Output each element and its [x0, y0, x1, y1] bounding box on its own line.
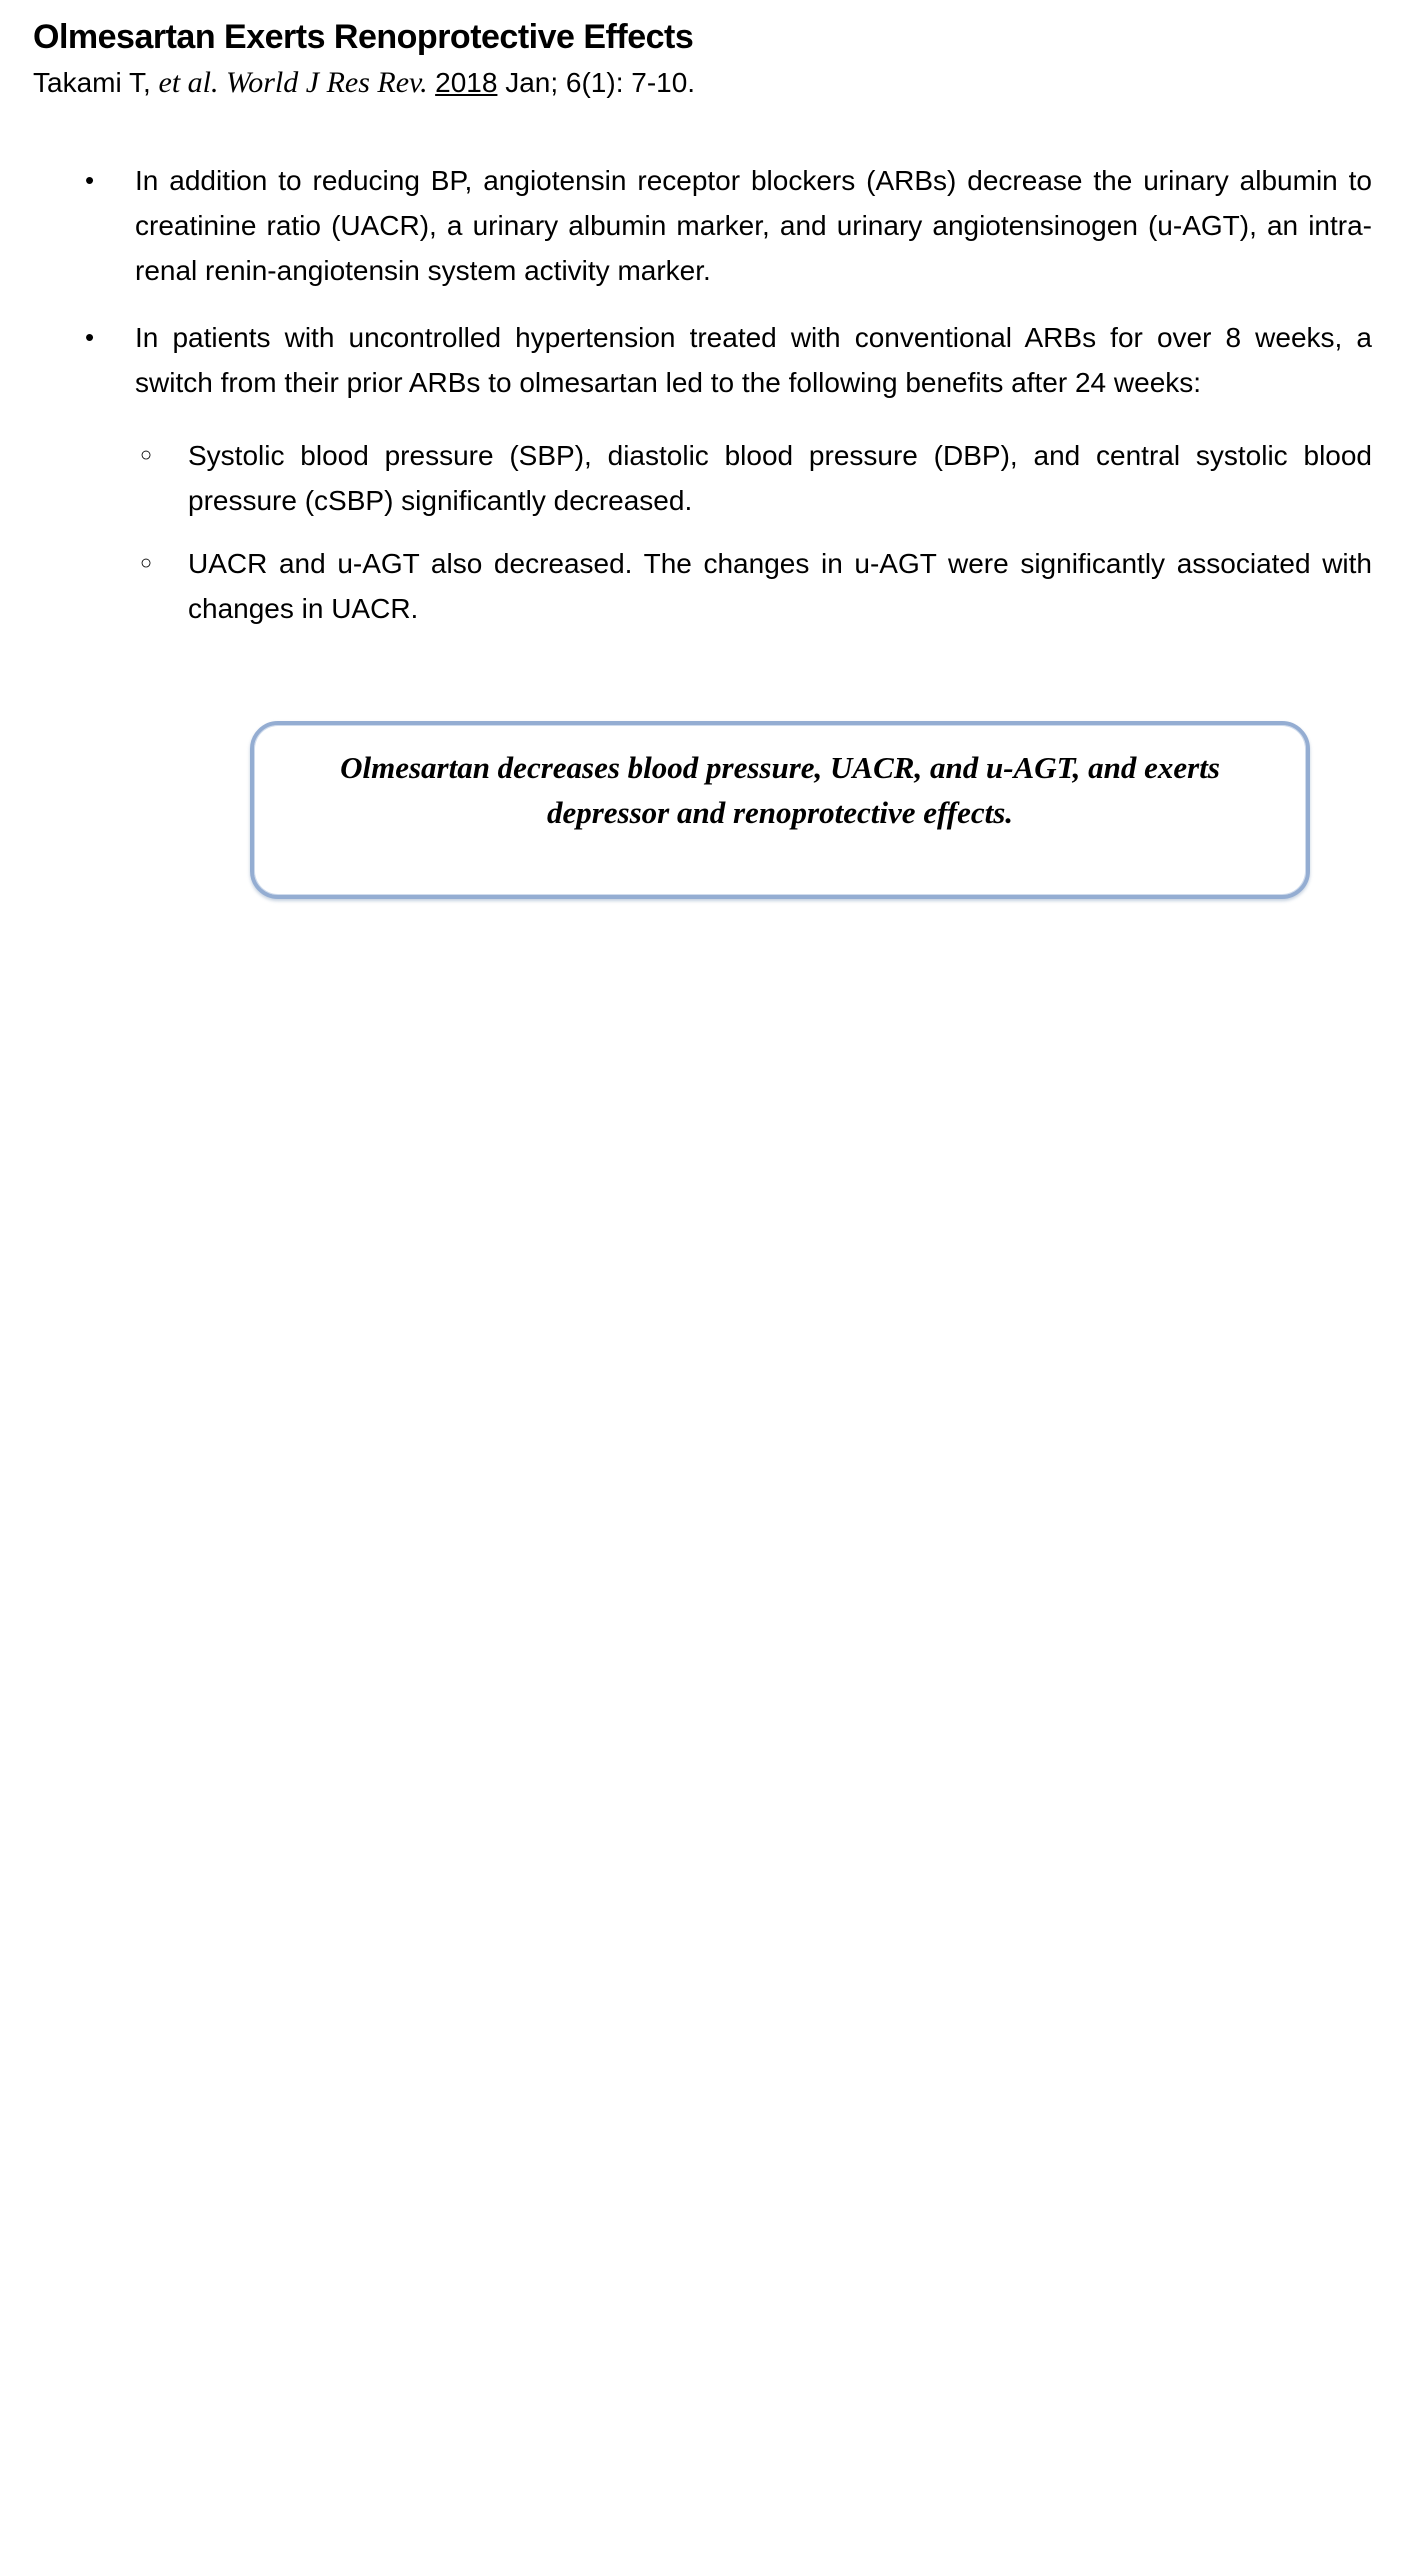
sub-bullet-text-2: UACR and u-AGT also decreased. The changes in u-AGT were significantly associated with changes in UACR. [188, 548, 1372, 624]
callout-text: Olmesartan decreases blood pressure, UACR, and u-AGT, and exerts depressor and renoprotective effects. [340, 750, 1220, 830]
bullet-item-1 [85, 158, 1372, 293]
circle-bullet-icon: ○ [140, 444, 153, 466]
sub-bullet-item-1 [140, 433, 1372, 523]
citation [33, 64, 1372, 102]
circle-bullet-icon: ○ [140, 552, 153, 574]
citation-authors: Takami T, [33, 67, 159, 98]
citation-tail: Jan; 6(1): 7-10. [497, 67, 696, 98]
callout-box [250, 721, 1310, 899]
citation-year: 2018 [435, 67, 498, 98]
bullet-text-2: In patients with uncontrolled hypertension treated with conventional ARBs for over 8 weeks, a switch from their prior ARBs to olmesartan led to the following benefits after 24 weeks: [135, 322, 1372, 398]
sub-bullet-item-2 [140, 541, 1372, 631]
citation-journal: et al. World J Res Rev. [158, 66, 436, 99]
sub-bullet-text-1: Systolic blood pressure (SBP), diastolic blood pressure (DBP), and central systolic blood pressure (cSBP) significantly decreased. [188, 440, 1372, 516]
bullet-text-1: In addition to reducing BP, angiotensin receptor blockers (ARBs) decrease the urinary albumin to creatinine ratio (UACR), a urinary albumin marker, and urinary angiotensinogen (u-AGT), an intra-renal renin-angiotensin system activity marker. [135, 165, 1372, 286]
disc-bullet-icon: • [85, 322, 95, 352]
disc-bullet-icon: • [85, 165, 95, 195]
bullet-item-2 [85, 315, 1372, 405]
page-title: Olmesartan Exerts Renoprotective Effects [33, 18, 694, 56]
